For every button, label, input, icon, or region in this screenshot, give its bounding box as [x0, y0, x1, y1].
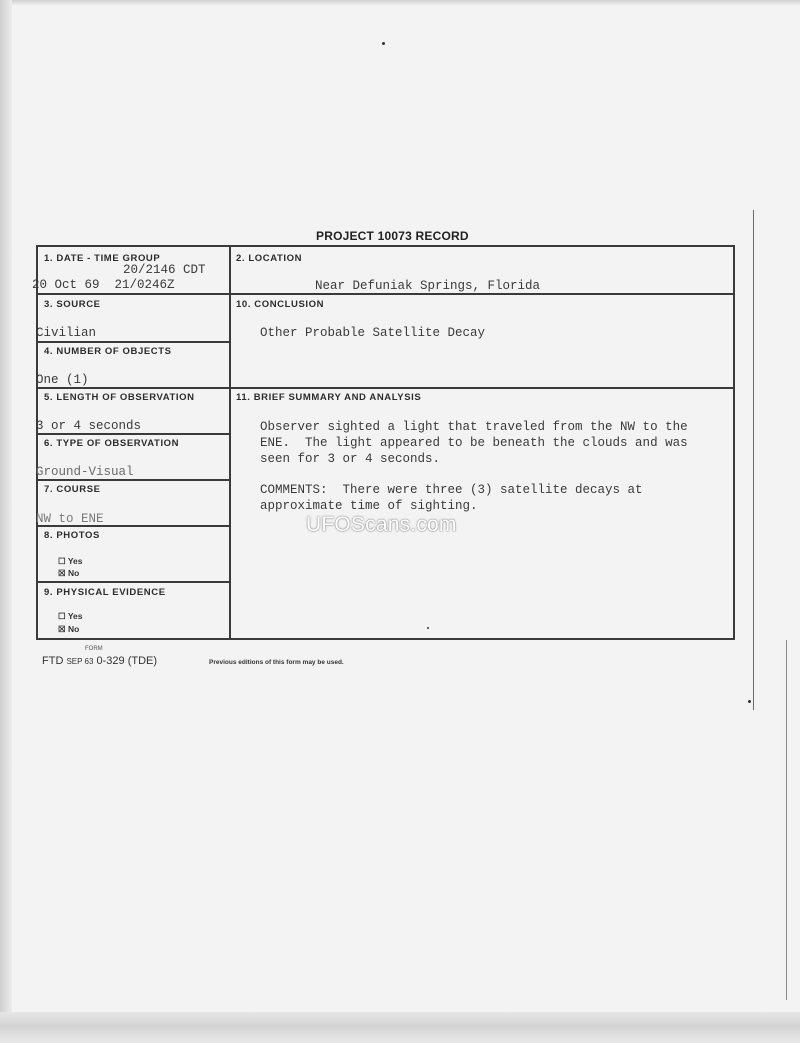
previous-editions-note: Previous editions of this form may be used. [209, 659, 344, 666]
comments-line-1: COMMENTS: There were three (3) satellite decays at [260, 483, 643, 497]
course-label: 7. COURSE [44, 484, 101, 495]
length-of-observation-value: 3 or 4 seconds [36, 419, 142, 433]
form-number-label: FORM [85, 646, 103, 652]
document-title: PROJECT 10073 RECORD [316, 229, 469, 243]
date-time-group-local: 20/2146 CDT [123, 263, 206, 277]
physical-evidence-no-option: ☒ No [58, 624, 80, 634]
summary-line-1: Observer sighted a light that traveled from the NW to the [260, 420, 688, 434]
length-of-observation-label: 5. LENGTH OF OBSERVATION [44, 392, 195, 403]
photos-label: 8. PHOTOS [44, 530, 100, 541]
date-time-group-label: 1. DATE - TIME GROUP [44, 253, 161, 264]
row-divider [38, 341, 229, 343]
scan-left-edge [0, 0, 12, 1043]
column-divider [229, 247, 231, 638]
conclusion-value: Other Probable Satellite Decay [260, 326, 486, 340]
photos-no-option: ☒ No [58, 568, 80, 578]
source-value: Civilian [36, 326, 97, 340]
physical-evidence-yes-option: ☐ Yes [58, 611, 83, 621]
photos-yes-option: ☐ Yes [58, 556, 83, 566]
scan-speck [748, 700, 751, 703]
record-form [32, 245, 735, 640]
scan-top-edge [0, 0, 800, 5]
form-code-suffix: (TDE) [127, 655, 158, 667]
row-divider [231, 293, 735, 295]
type-of-observation-value: Ground-Visual [36, 465, 134, 479]
scan-bottom-band [0, 1012, 800, 1043]
row-divider [38, 293, 229, 295]
row-divider [38, 433, 229, 435]
form-code-date: SEP 63 [66, 657, 94, 666]
form-code-prefix: FTD [42, 655, 64, 667]
row-divider [38, 581, 229, 583]
source-label: 3. SOURCE [44, 299, 101, 310]
form-code [42, 655, 157, 667]
scan-speck [382, 42, 385, 45]
row-divider [231, 387, 735, 389]
type-of-observation-label: 6. TYPE OF OBSERVATION [44, 438, 180, 449]
scan-artifact-line [786, 640, 787, 1000]
scan-artifact-line [753, 210, 754, 710]
date-time-group-value: 20 Oct 69 21/0246Z [32, 278, 175, 292]
comments-line-2: approximate time of sighting. [260, 499, 478, 513]
row-divider [38, 387, 229, 389]
summary-label: 11. BRIEF SUMMARY AND ANALYSIS [236, 392, 422, 403]
course-value: NW to ENE [36, 512, 104, 526]
number-of-objects-value: One (1) [36, 373, 89, 387]
number-of-objects-label: 4. NUMBER OF OBJECTS [44, 346, 172, 357]
row-divider [38, 479, 229, 481]
conclusion-label: 10. CONCLUSION [236, 299, 325, 310]
watermark: UFOScans.com [306, 513, 457, 536]
location-label: 2. LOCATION [236, 253, 303, 264]
summary-line-3: seen for 3 or 4 seconds. [260, 452, 441, 466]
form-code-number: 0-329 [96, 655, 125, 667]
summary-line-2: ENE. The light appeared to be beneath the clouds and was [260, 436, 688, 450]
physical-evidence-label: 9. PHYSICAL EVIDENCE [44, 587, 166, 598]
location-value: Near Defuniak Springs, Florida [315, 279, 541, 293]
